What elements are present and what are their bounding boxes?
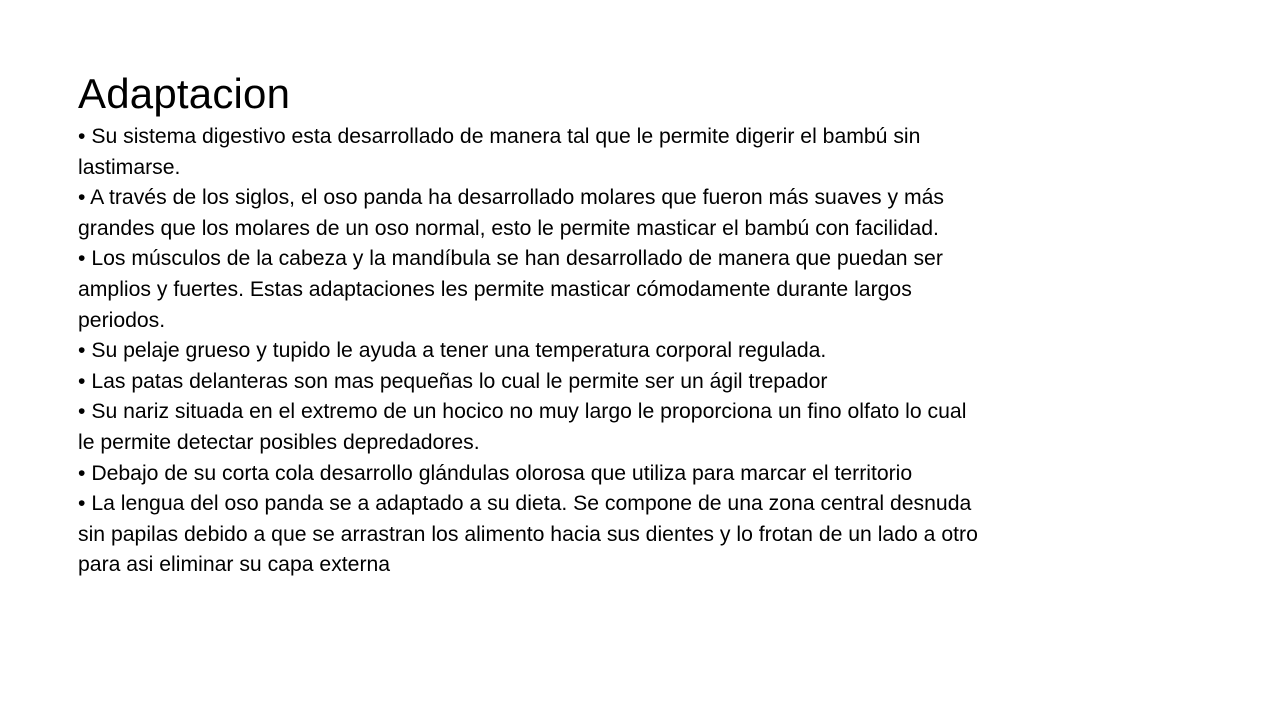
bullet-mark: • [78, 400, 86, 424]
bullet-text: La lengua del oso panda se a adaptado a su dieta. Se compone de una zona central desnuda sin papilas debido a que se arrastran los alimento hacia sus dientes y lo frotan de un lado a otro para asi eliminar su capa externa [78, 492, 978, 577]
bullet-item [78, 397, 978, 458]
bullet-mark: • [78, 125, 86, 148]
bullet-mark: • [78, 186, 86, 210]
bullet-text: Su pelaje grueso y tupido le ayuda a tener una temperatura corporal regulada. [91, 339, 827, 363]
bullet-text: Los músculos de la cabeza y la mandíbula se han desarrollado de manera que puedan ser amplios y fuertes. Estas adaptaciones les permite masticar cómodamente durante largos periodos. [78, 247, 943, 332]
bullet-item [78, 367, 978, 398]
bullet-text: Debajo de su corta cola desarrollo glándulas olorosa que utiliza para marcar el territorio [91, 461, 913, 485]
bullet-text: Su sistema digestivo esta desarrollado de manera tal que le permite digerir el bambú sin lastimarse. [78, 125, 921, 179]
bullet-item [78, 489, 978, 581]
bullet-item [78, 183, 978, 244]
slide-title: Adaptacion [78, 70, 291, 117]
bullet-mark: • [78, 492, 86, 516]
bullet-item [78, 336, 978, 367]
bullet-mark: • [78, 339, 86, 363]
bullet-text: A través de los siglos, el oso panda ha desarrollado molares que fueron más suaves y más grandes que los molares de un oso normal, esto le permite masticar el bambú con facilidad. [78, 186, 944, 240]
bullet-item [78, 244, 978, 336]
bullet-text: Las patas delanteras son mas pequeñas lo cual le permite ser un ágil trepador [91, 369, 828, 393]
bullet-mark: • [78, 247, 86, 271]
slide-content [78, 70, 978, 581]
bullet-item [78, 459, 978, 490]
bullet-mark: • [78, 461, 86, 485]
bullet-list [78, 122, 978, 581]
bullet-text: Su nariz situada en el extremo de un hocico no muy largo le proporciona un fino olfato lo cual le permite detectar posibles depredadores. [78, 400, 967, 454]
bullet-item [78, 122, 978, 183]
bullet-mark: • [78, 369, 86, 393]
